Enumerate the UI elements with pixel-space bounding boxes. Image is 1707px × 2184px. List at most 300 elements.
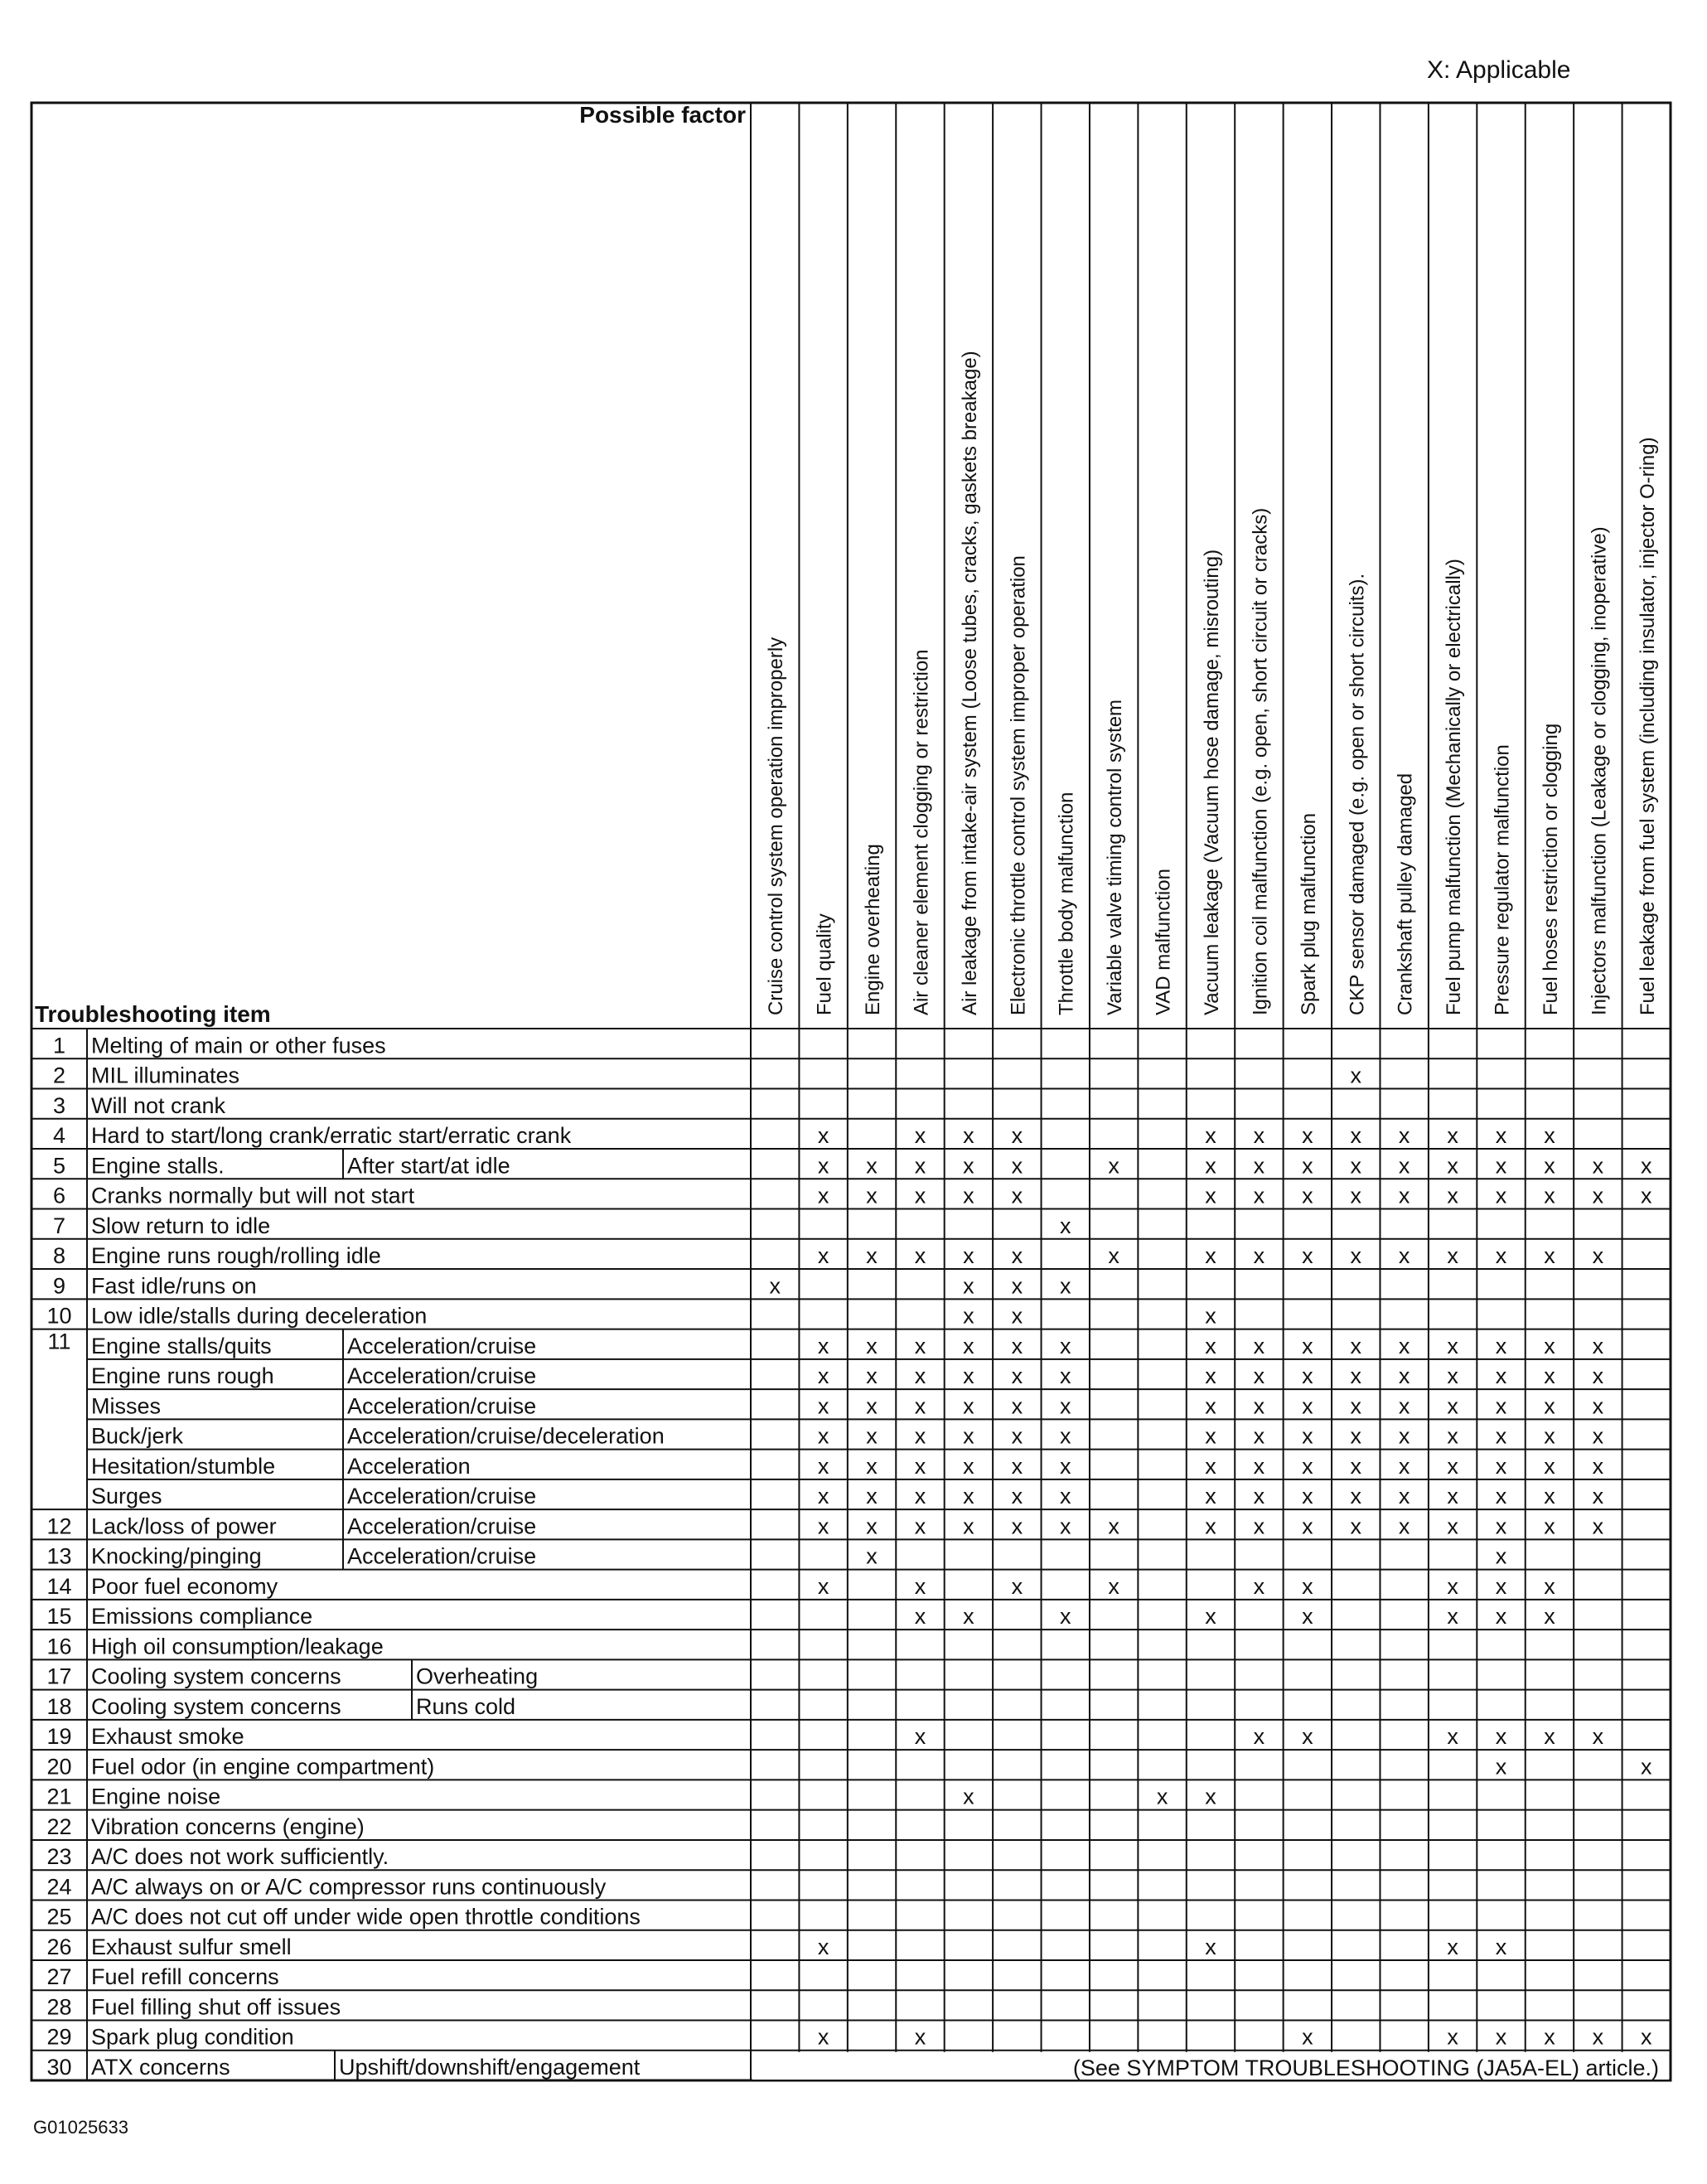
applicable-mark: x	[1544, 1513, 1555, 1539]
table-border	[31, 103, 1671, 2080]
troubleshooting-item: Engine runs rough/rolling idle	[91, 1243, 381, 1269]
applicable-mark: x	[817, 2024, 829, 2050]
row-number: 9	[52, 1273, 66, 1299]
applicable-mark: x	[1350, 1063, 1362, 1088]
applicable-mark: x	[1641, 1754, 1652, 1780]
applicable-mark: x	[866, 1393, 878, 1419]
row-number: 4	[52, 1123, 66, 1149]
row-number: 3	[52, 1092, 66, 1118]
applicable-mark: x	[1495, 1724, 1507, 1750]
applicable-mark: x	[1011, 1573, 1023, 1599]
condition-label: Overheating	[416, 1663, 539, 1689]
applicable-mark: x	[1544, 1423, 1555, 1449]
troubleshooting-item: Knocking/pinging	[91, 1543, 262, 1569]
applicable-mark: x	[1447, 1333, 1458, 1358]
troubleshooting-item: Surges	[91, 1484, 162, 1509]
applicable-mark: x	[1495, 1153, 1507, 1179]
factor-header: VAD malfunction	[1152, 869, 1175, 1015]
troubleshooting-item: Fast idle/runs on	[91, 1273, 257, 1299]
applicable-mark: x	[1350, 1153, 1362, 1179]
applicable-mark: x	[963, 1484, 974, 1509]
applicable-mark: x	[866, 1183, 878, 1208]
row-number: 16	[46, 1634, 72, 1659]
applicable-mark: x	[1253, 1363, 1265, 1389]
factor-header: Injectors malfunction (Leakage or clogging, inoperative)	[1588, 526, 1611, 1015]
applicable-mark: x	[1544, 1183, 1555, 1208]
applicable-mark: x	[1302, 1513, 1313, 1539]
applicable-mark: x	[817, 1484, 829, 1509]
applicable-mark: x	[1205, 1333, 1216, 1358]
applicable-mark: x	[914, 2024, 926, 2050]
applicable-mark: x	[1059, 1453, 1071, 1479]
applicable-mark: x	[1011, 1333, 1023, 1358]
applicable-mark: x	[1302, 1724, 1313, 1750]
troubleshooting-item: Engine stalls.	[91, 1153, 225, 1179]
applicable-mark: x	[1495, 1754, 1507, 1780]
applicable-mark: x	[1205, 1484, 1216, 1509]
figure-id: G01025633	[33, 2117, 128, 2138]
applicable-mark: x	[1495, 1243, 1507, 1269]
applicable-mark: x	[963, 1423, 974, 1449]
applicable-mark: x	[1447, 1243, 1458, 1269]
applicable-mark: x	[1205, 1934, 1216, 1959]
applicable-mark: x	[866, 1423, 878, 1449]
applicable-mark: x	[1495, 2024, 1507, 2050]
applicable-mark: x	[1398, 1333, 1410, 1358]
applicable-mark: x	[1011, 1513, 1023, 1539]
applicable-mark: x	[1592, 1333, 1604, 1358]
applicable-mark: x	[1350, 1333, 1362, 1358]
applicable-mark: x	[866, 1333, 878, 1358]
row-number: 28	[46, 1994, 72, 2020]
factor-header: Air cleaner element clogging or restriction	[910, 649, 933, 1015]
row-number: 21	[46, 1784, 72, 1809]
condition-label: Acceleration/cruise	[347, 1513, 537, 1539]
troubleshooting-item: Misses	[91, 1393, 162, 1419]
row-number: 25	[46, 1904, 72, 1930]
factor-header: Spark plug malfunction	[1297, 812, 1320, 1015]
applicable-mark: x	[1059, 1484, 1071, 1509]
troubleshooting-item: Hard to start/long crank/erratic start/erratic crank	[91, 1123, 572, 1149]
applicable-mark: x	[1302, 2024, 1313, 2050]
applicable-mark: x	[1302, 1153, 1313, 1179]
applicable-mark: x	[1205, 1393, 1216, 1419]
applicable-mark: x	[1059, 1363, 1071, 1389]
factor-header: Vacuum leakage (Vacuum hose damage, misrouting)	[1201, 549, 1223, 1015]
applicable-mark: x	[1059, 1333, 1071, 1358]
applicable-mark: x	[1011, 1243, 1023, 1269]
applicable-mark: x	[1253, 1243, 1265, 1269]
applicable-mark: x	[817, 1363, 829, 1389]
applicable-mark: x	[1592, 2024, 1604, 2050]
troubleshooting-item: Fuel refill concerns	[91, 1964, 279, 1990]
applicable-mark: x	[1205, 1183, 1216, 1208]
troubleshooting-item: High oil consumption/leakage	[91, 1634, 384, 1659]
troubleshooting-item: Spark plug condition	[91, 2024, 294, 2050]
applicable-mark: x	[1108, 1153, 1119, 1179]
applicable-mark: x	[1350, 1484, 1362, 1509]
applicable-mark: x	[1592, 1513, 1604, 1539]
troubleshooting-item: Engine runs rough	[91, 1363, 274, 1389]
troubleshooting-item: Buck/jerk	[91, 1423, 184, 1449]
applicable-mark: x	[1253, 1123, 1265, 1149]
applicable-mark: x	[1302, 1573, 1313, 1599]
row-number: 7	[52, 1213, 66, 1238]
row-number: 5	[52, 1153, 66, 1179]
applicable-mark: x	[866, 1153, 878, 1179]
applicable-mark: x	[963, 1513, 974, 1539]
applicable-mark: x	[1302, 1484, 1313, 1509]
applicable-mark: x	[1495, 1123, 1507, 1149]
applicable-mark: x	[1495, 1423, 1507, 1449]
applicable-mark: x	[866, 1543, 878, 1569]
troubleshooting-item: Engine noise	[91, 1784, 221, 1809]
row-number: 23	[46, 1844, 72, 1870]
troubleshooting-item: Exhaust smoke	[91, 1724, 244, 1750]
applicable-mark: x	[1398, 1243, 1410, 1269]
applicable-mark: x	[1059, 1423, 1071, 1449]
troubleshooting-item: Low idle/stalls during deceleration	[91, 1303, 428, 1329]
applicable-mark: x	[1205, 1513, 1216, 1539]
condition-label: Runs cold	[416, 1693, 516, 1719]
row-number: 12	[46, 1513, 72, 1539]
factor-header: Pressure regulator malfunction	[1491, 744, 1514, 1015]
applicable-mark: x	[1495, 1513, 1507, 1539]
applicable-mark: x	[1398, 1484, 1410, 1509]
applicable-mark: x	[1447, 1573, 1458, 1599]
applicable-mark: x	[1398, 1513, 1410, 1539]
row-number: 10	[46, 1303, 72, 1329]
applicable-mark: x	[914, 1513, 926, 1539]
applicable-mark: x	[1495, 1573, 1507, 1599]
condition-label: Acceleration/cruise	[347, 1543, 537, 1569]
applicable-mark: x	[914, 1724, 926, 1750]
applicable-mark: x	[1592, 1453, 1604, 1479]
applicable-mark: x	[1592, 1363, 1604, 1389]
legend-applicable: X: Applicable	[1427, 56, 1571, 84]
factor-header: CKP sensor damaged (e.g. open or short circuits).	[1346, 573, 1369, 1015]
applicable-mark: x	[1253, 1153, 1265, 1179]
applicable-mark: x	[1302, 1363, 1313, 1389]
applicable-mark: x	[1495, 1363, 1507, 1389]
row-number: 20	[46, 1754, 72, 1780]
troubleshooting-item: Cooling system concerns	[91, 1693, 341, 1719]
troubleshooting-item: Hesitation/stumble	[91, 1453, 276, 1479]
applicable-mark: x	[1156, 1784, 1168, 1809]
applicable-mark: x	[1544, 1243, 1555, 1269]
applicable-mark: x	[1253, 1423, 1265, 1449]
factor-header: Ignition coil malfunction (e.g. open, short circuit or cracks)	[1249, 507, 1272, 1015]
applicable-mark: x	[963, 1784, 974, 1809]
applicable-mark: x	[1205, 1153, 1216, 1179]
applicable-mark: x	[1205, 1303, 1216, 1329]
applicable-mark: x	[1495, 1453, 1507, 1479]
condition-label: Acceleration/cruise/deceleration	[347, 1423, 665, 1449]
applicable-mark: x	[1205, 1604, 1216, 1630]
applicable-mark: x	[1592, 1423, 1604, 1449]
applicable-mark: x	[1447, 1604, 1458, 1630]
condition-label: Acceleration/cruise	[347, 1333, 537, 1358]
applicable-mark: x	[1108, 1243, 1119, 1269]
applicable-mark: x	[1350, 1123, 1362, 1149]
factor-header: Throttle body malfunction	[1055, 792, 1078, 1015]
applicable-mark: x	[1302, 1333, 1313, 1358]
factor-header: Fuel pump malfunction (Mechanically or electrically)	[1443, 559, 1466, 1015]
applicable-mark: x	[1059, 1393, 1071, 1419]
applicable-mark: x	[1544, 1123, 1555, 1149]
applicable-mark: x	[1302, 1183, 1313, 1208]
applicable-mark: x	[1544, 1724, 1555, 1750]
applicable-mark: x	[817, 1934, 829, 1959]
applicable-mark: x	[963, 1273, 974, 1299]
troubleshooting-item: Engine stalls/quits	[91, 1333, 272, 1358]
troubleshooting-item: ATX concerns	[91, 2055, 230, 2080]
row-number: 6	[52, 1183, 66, 1208]
applicable-mark: x	[817, 1513, 829, 1539]
applicable-mark: x	[1495, 1543, 1507, 1569]
condition-label: Acceleration/cruise	[347, 1363, 537, 1389]
applicable-mark: x	[817, 1123, 829, 1149]
applicable-mark: x	[1011, 1273, 1023, 1299]
applicable-mark: x	[1350, 1183, 1362, 1208]
applicable-mark: x	[1544, 2024, 1555, 2050]
applicable-mark: x	[1108, 1513, 1119, 1539]
row-number: 24	[46, 1874, 72, 1900]
applicable-mark: x	[1544, 1453, 1555, 1479]
row-number: 30	[46, 2055, 72, 2080]
applicable-mark: x	[963, 1183, 974, 1208]
troubleshooting-item: A/C does not work sufficiently.	[91, 1844, 389, 1870]
factor-header: Air leakage from intake-air system (Loose tubes, cracks, gaskets breakage)	[958, 351, 981, 1015]
applicable-mark: x	[1544, 1573, 1555, 1599]
troubleshooting-item: Cooling system concerns	[91, 1663, 341, 1689]
applicable-mark: x	[914, 1153, 926, 1179]
applicable-mark: x	[914, 1453, 926, 1479]
row-number: 19	[46, 1724, 72, 1750]
row-number: 15	[46, 1604, 72, 1630]
applicable-mark: x	[1447, 1153, 1458, 1179]
applicable-mark: x	[963, 1153, 974, 1179]
applicable-mark: x	[963, 1363, 974, 1389]
row-number: 26	[46, 1934, 72, 1959]
applicable-mark: x	[1495, 1934, 1507, 1959]
applicable-mark: x	[1592, 1153, 1604, 1179]
row-number: 8	[52, 1243, 66, 1269]
applicable-mark: x	[1398, 1153, 1410, 1179]
row-number: 18	[46, 1693, 72, 1719]
applicable-mark: x	[866, 1513, 878, 1539]
row-number: 14	[46, 1573, 72, 1599]
applicable-mark: x	[1398, 1123, 1410, 1149]
applicable-mark: x	[1495, 1183, 1507, 1208]
applicable-mark: x	[769, 1273, 781, 1299]
troubleshooting-item-header: Troubleshooting item	[35, 1001, 271, 1027]
applicable-mark: x	[1011, 1393, 1023, 1419]
applicable-mark: x	[1544, 1153, 1555, 1179]
applicable-mark: x	[1350, 1513, 1362, 1539]
applicable-mark: x	[914, 1183, 926, 1208]
applicable-mark: x	[914, 1604, 926, 1630]
applicable-mark: x	[1059, 1213, 1071, 1238]
applicable-mark: x	[817, 1183, 829, 1208]
troubleshooting-item: Fuel filling shut off issues	[91, 1994, 341, 2020]
applicable-mark: x	[1011, 1453, 1023, 1479]
applicable-mark: x	[1253, 1513, 1265, 1539]
row-number: 17	[46, 1663, 72, 1689]
applicable-mark: x	[1205, 1123, 1216, 1149]
applicable-mark: x	[1544, 1363, 1555, 1389]
applicable-mark: x	[1350, 1363, 1362, 1389]
applicable-mark: x	[963, 1453, 974, 1479]
applicable-mark: x	[1447, 1183, 1458, 1208]
applicable-mark: x	[1447, 1453, 1458, 1479]
applicable-mark: x	[963, 1393, 974, 1419]
applicable-mark: x	[817, 1453, 829, 1479]
applicable-mark: x	[1205, 1243, 1216, 1269]
applicable-mark: x	[914, 1123, 926, 1149]
applicable-mark: x	[914, 1573, 926, 1599]
troubleshooting-item: Cranks normally but will not start	[91, 1183, 415, 1208]
applicable-mark: x	[817, 1573, 829, 1599]
troubleshooting-item: A/C does not cut off under wide open throttle conditions	[91, 1904, 641, 1930]
applicable-mark: x	[1641, 2024, 1652, 2050]
applicable-mark: x	[866, 1243, 878, 1269]
applicable-mark: x	[1205, 1453, 1216, 1479]
applicable-mark: x	[866, 1453, 878, 1479]
applicable-mark: x	[1253, 1724, 1265, 1750]
row-number: 29	[46, 2024, 72, 2050]
applicable-mark: x	[1253, 1393, 1265, 1419]
factor-header: Crankshaft pulley damaged	[1394, 772, 1417, 1015]
applicable-mark: x	[1011, 1123, 1023, 1149]
applicable-mark: x	[1398, 1453, 1410, 1479]
applicable-mark: x	[963, 1333, 974, 1358]
factor-header: Fuel hoses restriction or clogging	[1539, 723, 1562, 1015]
row30-note: (See SYMPTOM TROUBLESHOOTING (JA5A-EL) article.)	[1072, 2056, 1659, 2080]
troubleshooting-item: Melting of main or other fuses	[91, 1033, 386, 1058]
factor-header: Electronic throttle control system improper operation	[1007, 555, 1030, 1015]
applicable-mark: x	[866, 1363, 878, 1389]
applicable-mark: x	[963, 1243, 974, 1269]
applicable-mark: x	[1544, 1333, 1555, 1358]
applicable-mark: x	[914, 1333, 926, 1358]
factor-header: Variable valve timing control system	[1104, 699, 1127, 1015]
row-number: 22	[46, 1814, 72, 1839]
factor-header: Fuel quality	[813, 913, 836, 1015]
condition-label: Acceleration/cruise	[347, 1393, 537, 1419]
applicable-mark: x	[1253, 1484, 1265, 1509]
applicable-mark: x	[1447, 1724, 1458, 1750]
applicable-mark: x	[1302, 1453, 1313, 1479]
applicable-mark: x	[1059, 1273, 1071, 1299]
applicable-mark: x	[914, 1423, 926, 1449]
row-number: 1	[52, 1033, 66, 1058]
applicable-mark: x	[914, 1363, 926, 1389]
applicable-mark: x	[1350, 1423, 1362, 1449]
applicable-mark: x	[1011, 1423, 1023, 1449]
applicable-mark: x	[1253, 1333, 1265, 1358]
applicable-mark: x	[1350, 1453, 1362, 1479]
applicable-mark: x	[1253, 1453, 1265, 1479]
troubleshooting-item: Emissions compliance	[91, 1604, 313, 1630]
applicable-mark: x	[1302, 1393, 1313, 1419]
possible-factor-header: Possible factor	[579, 102, 746, 128]
applicable-mark: x	[1350, 1393, 1362, 1419]
troubleshooting-item: Will not crank	[91, 1092, 226, 1118]
applicable-mark: x	[1011, 1183, 1023, 1208]
applicable-mark: x	[866, 1484, 878, 1509]
condition-label: Acceleration/cruise	[347, 1484, 537, 1509]
applicable-mark: x	[963, 1123, 974, 1149]
applicable-mark: x	[1302, 1604, 1313, 1630]
applicable-mark: x	[1108, 1573, 1119, 1599]
applicable-mark: x	[1592, 1724, 1604, 1750]
row-number: 11	[47, 1329, 71, 1354]
applicable-mark: x	[1205, 1423, 1216, 1449]
applicable-mark: x	[1302, 1243, 1313, 1269]
applicable-mark: x	[1544, 1484, 1555, 1509]
condition-label: Acceleration	[347, 1453, 471, 1479]
troubleshooting-item: Vibration concerns (engine)	[91, 1814, 365, 1839]
applicable-mark: x	[963, 1303, 974, 1329]
applicable-mark: x	[1447, 1423, 1458, 1449]
applicable-mark: x	[1592, 1484, 1604, 1509]
applicable-mark: x	[1495, 1604, 1507, 1630]
applicable-mark: x	[1398, 1423, 1410, 1449]
applicable-mark: x	[1447, 1484, 1458, 1509]
applicable-mark: x	[914, 1393, 926, 1419]
factor-header: Fuel leakage from fuel system (including insulator, injector O-ring)	[1636, 437, 1659, 1015]
applicable-mark: x	[1447, 1363, 1458, 1389]
applicable-mark: x	[1011, 1363, 1023, 1389]
applicable-mark: x	[1398, 1393, 1410, 1419]
row-number: 27	[46, 1964, 72, 1990]
row-number: 2	[52, 1063, 66, 1088]
applicable-mark: x	[1302, 1123, 1313, 1149]
condition-label: After start/at idle	[347, 1153, 510, 1179]
troubleshooting-item: A/C always on or A/C compressor runs continuously	[91, 1874, 607, 1900]
factor-header: Cruise control system operation improperly	[765, 637, 788, 1015]
applicable-mark: x	[1641, 1153, 1652, 1179]
applicable-mark: x	[914, 1243, 926, 1269]
applicable-mark: x	[1447, 1934, 1458, 1959]
applicable-mark: x	[1495, 1484, 1507, 1509]
applicable-mark: x	[1253, 1183, 1265, 1208]
condition-label: Upshift/downshift/engagement	[339, 2055, 641, 2080]
applicable-mark: x	[1641, 1183, 1652, 1208]
applicable-mark: x	[963, 1604, 974, 1630]
applicable-mark: x	[1398, 1183, 1410, 1208]
applicable-mark: x	[1205, 1363, 1216, 1389]
applicable-mark: x	[817, 1153, 829, 1179]
applicable-mark: x	[1350, 1243, 1362, 1269]
applicable-mark: x	[1447, 1513, 1458, 1539]
troubleshooting-item: Lack/loss of power	[91, 1513, 277, 1539]
applicable-mark: x	[817, 1243, 829, 1269]
applicable-mark: x	[1447, 2024, 1458, 2050]
applicable-mark: x	[1011, 1303, 1023, 1329]
troubleshooting-item: Exhaust sulfur smell	[91, 1934, 292, 1959]
applicable-mark: x	[1592, 1243, 1604, 1269]
factor-header: Engine overheating	[862, 844, 885, 1015]
applicable-mark: x	[1011, 1484, 1023, 1509]
applicable-mark: x	[1495, 1393, 1507, 1419]
row-number: 13	[46, 1543, 72, 1569]
applicable-mark: x	[1447, 1123, 1458, 1149]
applicable-mark: x	[1544, 1393, 1555, 1419]
applicable-mark: x	[817, 1393, 829, 1419]
applicable-mark: x	[1011, 1153, 1023, 1179]
